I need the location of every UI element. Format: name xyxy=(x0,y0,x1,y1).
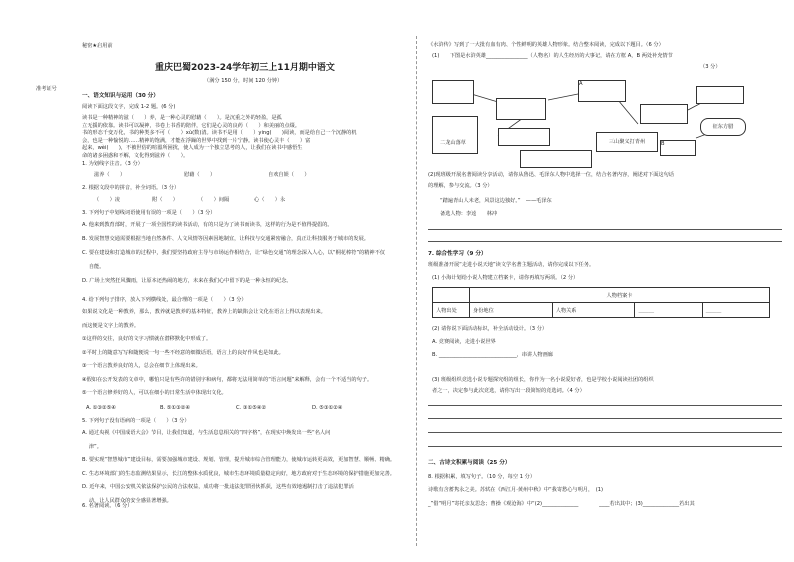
passage-line: 立无援的依靠。读书可以凝神，书卷上书香的陪伴，它们是心灵的良药（ ）和美丽的点缀。 xyxy=(82,122,300,129)
question-5: 5. 下列句子没有语病的一项是（ ）（3 分） xyxy=(82,418,190,424)
flow-box-7 xyxy=(498,128,550,146)
flow-box-5 xyxy=(696,86,744,104)
question-7: 7. 综合性学习（9 分） xyxy=(428,251,487,257)
q7-3-line: (3) 班级组织竞选小说专题探究组的组长，你作为一名小说爱好者，也是学校小说阅读社团的组织 xyxy=(432,377,654,383)
q4-sentence: 如果说文化是一种教养，那么，教养就是教养的基本特征，教养上的缺陷会让文化在语言上得以表现出来。 xyxy=(82,309,326,315)
column-divider xyxy=(416,36,417,546)
card-cell-blank[interactable]: ＿＿＿ xyxy=(635,303,702,318)
q5-option: D. 近年来，中国公安机关依法保护公民的合法权益，成功将一批违法犯罪团伙抓获，这些有效地遏制打击了违法犯罪活 xyxy=(82,484,354,490)
q7-3-line: 者之一，决定参与此次竞选，请你写出一段简短的竞选词。（4 分） xyxy=(432,388,585,394)
q2-item-1: （ ）凌 xyxy=(94,197,120,203)
flow-box-label: A xyxy=(579,81,583,87)
q4-option-d: D. ⑤③①②④ xyxy=(312,405,343,411)
question-3: 3. 下列句子中划线词语使用有误的一项是（ ）（3 分） xyxy=(82,210,216,216)
flow-box-label: B xyxy=(661,141,665,147)
q1-item-1: 滋养（ ） xyxy=(94,172,126,178)
q5-option: 动，让人民群众的安全感显著增强。 xyxy=(82,497,172,504)
q6-1-score: （3 分） xyxy=(700,64,721,70)
flow-box-label: 征东方腊 xyxy=(712,124,734,130)
flow-label-erlong: 二龙山落草 xyxy=(440,140,466,146)
card-cell: 人物出处 xyxy=(433,303,470,318)
answer-line xyxy=(428,432,782,433)
flow-box-b xyxy=(660,140,696,156)
page-subtitle: （满分 150 分，时间 120 分钟） xyxy=(204,78,283,84)
q4-option-a: A. ①③②⑤④ xyxy=(86,405,117,411)
flow-box-label: 三山聚义打青州 xyxy=(608,139,646,145)
q3-option: B. 发展智慧交通需要根据当地自然条件、人文风情等因素因地制宜，让科技与交通紧密融合，真正让科技服务于城市的发展。 xyxy=(82,236,369,242)
section-1-heading: 一、语文知识与运用（30 分） xyxy=(82,93,159,99)
q7-1: (1) 小海计划给小说人物建立档案卡，请你再填写两项。（2 分） xyxy=(432,275,579,281)
q2-item-4: 心（ ）永 xyxy=(254,197,286,203)
q4-sentence: ②平时上的随意写写和随便说一句一些不经意的细微话语，语言上的良好作风也是如此。 xyxy=(82,349,284,356)
flow-box-1 xyxy=(432,80,474,104)
q7-2-option-a: A. 竞赛阅读，走进小说世界 xyxy=(432,339,496,345)
q2-item-2: 附（ ） xyxy=(152,197,178,203)
q6-2-line: 的理解，参与交流。（3 分） xyxy=(428,183,493,189)
reading-intro: 阅读下面这段文字，完成 1-2 题。(6 分) xyxy=(82,104,176,110)
side-label: 准考证号 xyxy=(36,86,57,92)
passage-line: 会，也是一种愉悦的……精神的饱满，才能在浮躁的世界中找到一片宁静。读书使心灵丰（ ）富 xyxy=(82,137,311,144)
passage-line: 读书是一种精神的滋（ ）养，是一种心灵的慰藉（ ）。是沉重之外的轻盈，是孤 xyxy=(82,115,282,121)
q5-option: A. 通过央视《中国成语大会》节目，让我们知道，与生活息息相关的“四字格”，在现实中焕发出一些“名人问 xyxy=(82,430,331,436)
quote: “踏遍青山人未老，风景这边独好。” ——毛泽东 xyxy=(440,198,552,204)
card-cell: 身份地位 xyxy=(470,303,553,318)
answer-line xyxy=(428,229,782,230)
q4-sentence: ③一个语言教养良好的人，总会在细节上体现出来。 xyxy=(82,363,201,369)
q3-option: C. 要在建设和打造城市的过程中，我们要坚持政府主导与市场运作相结合，让“绿色交通”的理念深入人心，以“桐花棒符”的精神不仅 xyxy=(82,250,385,256)
flow-box-12 xyxy=(520,150,592,168)
q8-line-1: 诗歌有含蓄隽永之美。苏轼在《西江月·黄州中秋》中“我寄愁心与明月， (1) xyxy=(428,487,604,493)
q1-item-2: 慰藉（ ） xyxy=(184,172,216,178)
card-cell-blank[interactable]: ＿＿＿ xyxy=(702,303,769,318)
q6-1-intro: 《水浒传》写到了一大批有血有肉、个性鲜明的英雄人物形象。结合整本阅读，完成以下题目。（6 分） xyxy=(428,42,664,48)
flow-box-10 xyxy=(432,116,478,154)
q4-option-b: B. ⑤①③②④ xyxy=(160,405,191,411)
q7-2-option-b: B. ______________________________，串讲人物画廊 xyxy=(432,352,553,358)
flow-box-sanshan xyxy=(596,132,658,152)
q5-option: C. 生态环境部门的生态监测结果显示，长江的整体水质优良，城市生态环境质量稳定向好，地方政府对于生态环境的保护措施更加完善。 xyxy=(82,470,395,477)
answer-line xyxy=(428,405,782,406)
q3-option: 自能。 xyxy=(82,264,105,270)
q1-item-3: 自欢自娱（ ） xyxy=(268,172,310,178)
answer-line xyxy=(428,446,782,447)
q4-option-c: C. ③①⑤④② xyxy=(236,405,267,411)
question-2: 2. 根据文段中的拼音，补全词语。（3 分） xyxy=(82,185,180,191)
flow-box-a xyxy=(578,80,626,102)
question-8: 8. 根据积累，填写句子。（10 分，每空 1 分） xyxy=(428,474,536,480)
q5-option: B. 要实现“智慧城市”建设目标，需要加强城市建设、规划、管理，提升城市综合管理能力，使城市运转更高效，更加智慧、顺畅、精确。 xyxy=(82,457,396,463)
question-1: 1. 为划线字注音。（3 分） xyxy=(82,161,143,167)
q3-option: D. 广场上突然狂风骤雨，让原本还热闹的地方，未来在我们心中留下的是一种永恒的纪念。 xyxy=(82,278,292,284)
q6-2-line: (2)现班级开展名著阅读分享活动，请你从鲁迅、毛泽东人物中选择一位，结合名著内容，阐述对下面这句话 xyxy=(428,172,674,178)
flow-connector xyxy=(618,100,638,124)
question-4: 4. 给下列句子排序，放入下列横线处，最合理的一项是（ ）（3 分） xyxy=(82,297,247,303)
q4-sentence: ④假如在公开发表的文章中，哪怕只是有些许的错别字和病句，都将无法用简单的“语言问题”来解释，会有一个不适当的句子。 xyxy=(82,376,373,383)
flow-box-fangla xyxy=(700,118,746,136)
section-2-heading: 二、古诗文积累与阅读（25 分） xyxy=(428,460,511,466)
q7-2: (2) 请你说下面活动标识，补全活动设计。（3 分） xyxy=(432,326,548,332)
flow-box-4 xyxy=(640,104,688,124)
page-title: 重庆巴蜀2023-24学年初三上11月期中语文 xyxy=(155,63,335,73)
q2-item-3: （ ）间隔 xyxy=(198,197,230,203)
passage-line: 书的形态千变万化，书的种类多不可（ ）xù(数)清。读书不是用（ ）ying( )阅读，而是给自己一个沉静的机 xyxy=(82,130,357,136)
q4-sentence: ①这样的交往，良好的文字习惯就在潜移默化中形成了。 xyxy=(82,336,212,342)
passage-line: 起来，wèi( )，不被世俗的喧嚣所困扰，使人成为一个独立思考的人，让我们在读书中感悟生 xyxy=(82,145,303,151)
q5-option: 津”。 xyxy=(82,443,102,450)
quote-persons: 备选人物：李逵 林冲 xyxy=(440,211,498,217)
question-6: 6. 名著阅读。（6 分） xyxy=(82,503,133,509)
answer-line xyxy=(428,241,782,242)
answer-line xyxy=(428,418,782,419)
secret-mark: 秘密★启用前 xyxy=(82,43,113,49)
q4-sentence: 而这便是文字上的教养。 xyxy=(82,322,140,329)
q7-intro: 班级准备开展“走进小说天地”读文学名著主题活动，请你完成以下任务。 xyxy=(428,262,595,268)
flow-box-2 xyxy=(496,98,546,120)
q4-sentence: ⑤一个语言修养好的人，可以在细小的日常生活中体现出文化。 xyxy=(82,390,227,396)
card-cell: 人物关系 xyxy=(552,303,635,318)
card-header: 人物档案卡 xyxy=(470,288,770,303)
q3-option: A. 他来到教育部时，开展了一项全国性的读书活动，有的只是为了读书而读书，这样的行为是不值得提倡的。 xyxy=(82,222,333,228)
character-card xyxy=(432,287,770,318)
q8-line-2: _”借“明月”寄托亲友思念；曹操《观沧海》中“(2)______________ ____若出其中；(3)______________若出其 xyxy=(428,501,695,507)
passage-line: 命的诸多困惑和不解，文化得到滋养（ ）。 xyxy=(82,152,189,159)
q6-1-prompt: (1) 下图是水浒英雄________________（人物名）的人生经历的大事记，请在方框 A，B 两处补充情节 xyxy=(432,53,673,59)
